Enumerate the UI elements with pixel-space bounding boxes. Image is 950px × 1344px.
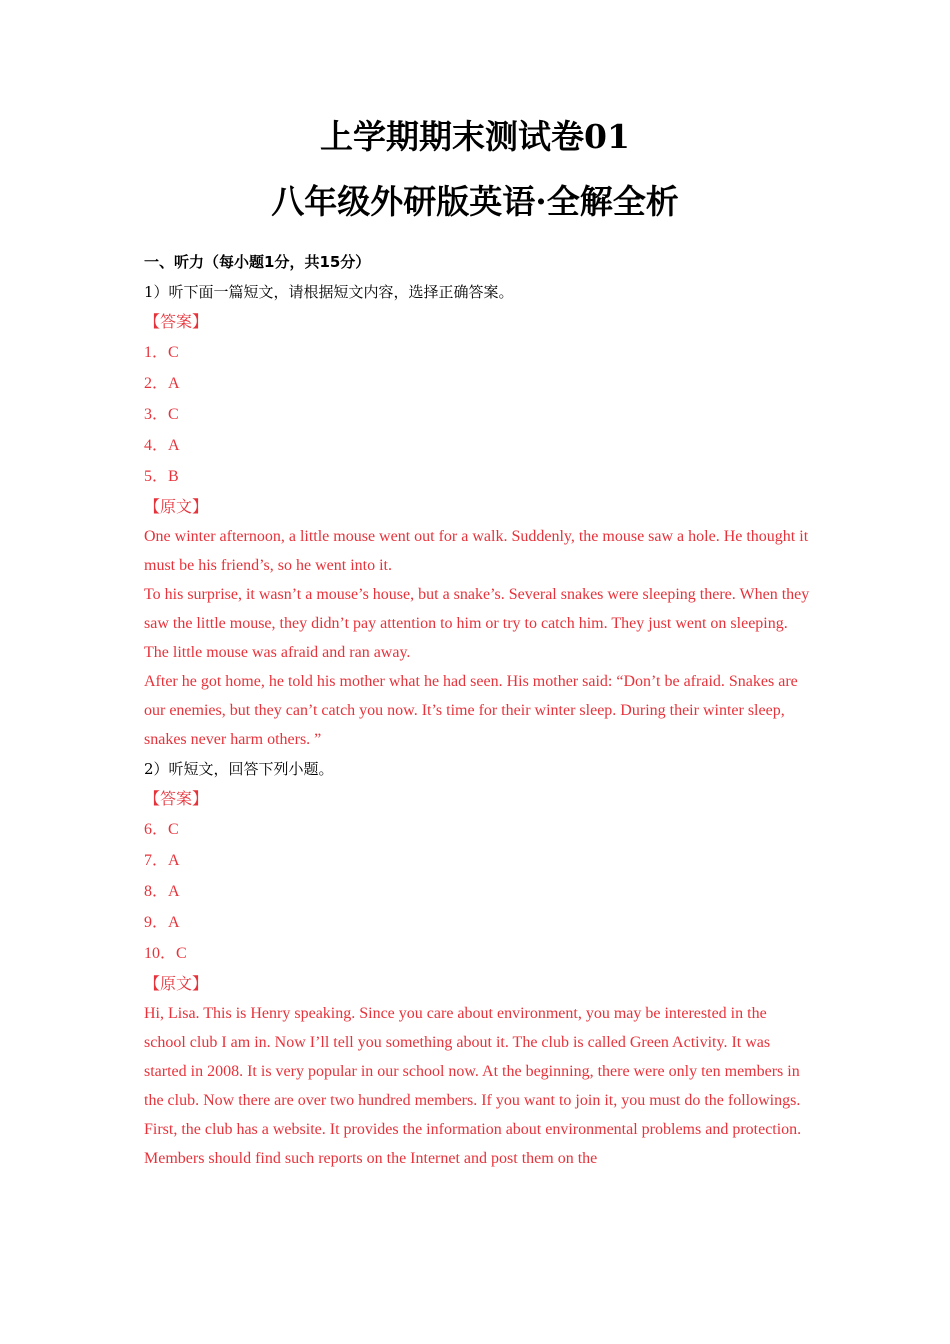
section-heading: 一、听力（每小题1分，共15分） (144, 253, 371, 271)
answer-label: 【答案】 (144, 789, 209, 808)
transcript (144, 999, 810, 1173)
answer-item: 9．A (144, 914, 180, 931)
answer-item: 4．A (144, 437, 180, 454)
transcript (144, 522, 810, 754)
transcript-paragraph: One winter afternoon, a little mouse went out for a walk. Suddenly, the mouse saw a hole. He thought it must be his friend’s, so he went into it. (144, 528, 809, 574)
part-instruction: 1）听下面一篇短文，请根据短文内容，选择正确答案。 (144, 283, 514, 301)
answer-label: 【答案】 (144, 312, 209, 331)
document-subtitle: 八年级外研版英语·全解全析 (271, 182, 679, 221)
answer-item: 10．C (144, 945, 187, 962)
document-body (144, 248, 810, 1173)
listening-part-1 (144, 277, 810, 754)
answer-item: 3．C (144, 406, 179, 423)
answer-item: 5．B (144, 468, 179, 485)
answer-item: 1．C (144, 344, 179, 361)
transcript-label: 【原文】 (144, 974, 209, 993)
transcript-paragraph: To his surprise, it wasn’t a mouse’s house, but a snake’s. Several snakes were sleeping there. When they saw the little mouse, they didn’t pay attention to him or try to catch him. They just went on sleeping. The little mouse was afraid and ran away. (144, 586, 810, 661)
document-title: 上学期期末测试卷01 (320, 117, 630, 156)
transcript-label: 【原文】 (144, 497, 209, 516)
answer-item: 7．A (144, 852, 180, 869)
listening-part-2 (144, 754, 810, 1173)
answer-item: 8．A (144, 883, 180, 900)
answer-item: 6．C (144, 821, 179, 838)
transcript-paragraph: Hi, Lisa. This is Henry speaking. Since you care about environment, you may be interested in the school club I am in. Now I’ll tell you something about it. The club is called Green Activity. It was started in 2008. It is very popular in our school now. At the beginning, there were only ten members in the club. Now there are over two hundred members. If you want to join it, you must do the followings. First, the club has a website. It provides the information about environmental problems and protection. Members should find such reports on the Internet and post them on the (144, 1005, 802, 1167)
part-instruction: 2）听短文，回答下列小题。 (144, 760, 334, 778)
transcript-paragraph: After he got home, he told his mother what he had seen. His mother said: “Don’t be afraid. Snakes are our enemies, but they can’t catch you now. It’s time for their winter sleep. During their winter sleep, snakes never harm others. ” (144, 673, 798, 748)
answer-item: 2．A (144, 375, 180, 392)
